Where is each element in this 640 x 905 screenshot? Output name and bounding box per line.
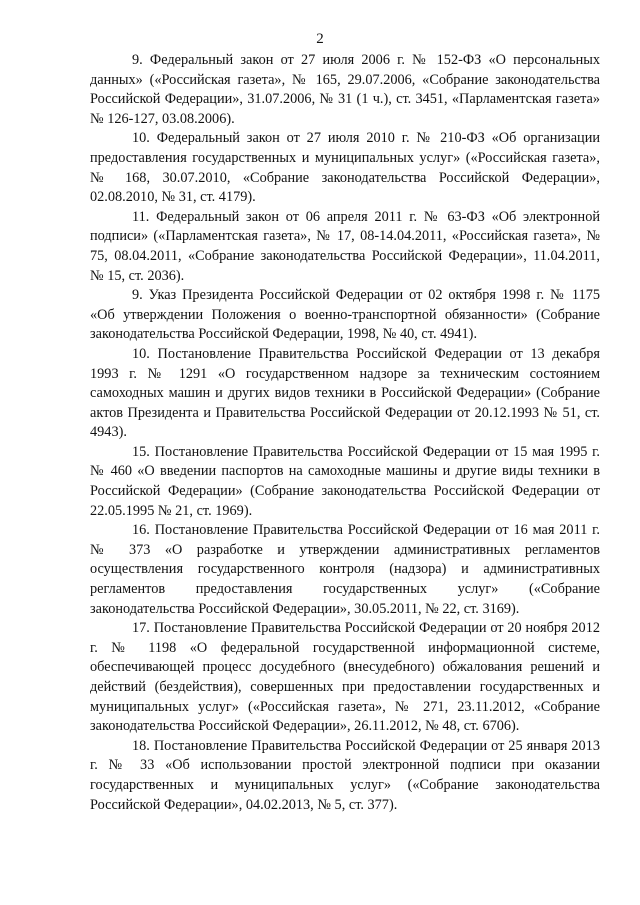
paragraph-item-9-decree-1175: 9. Указ Президента Российской Федерации от 02 октября 1998 г. № 1175 «Об утверждении Положения о военно-транспортной обязанности» (Собрание законодательства Российской Федерации, 1998, № 40, ст. 4941).: [90, 287, 600, 343]
paragraph-item-17-resolution-1198: 17. Постановление Правительства Российской Федерации от 20 ноября 2012 г. № 1198 «О федеральной государственной информационной системе, обеспечивающей процесс досудебного (внесудебного) обжалования решений и действий (бездействия), совершенных при предоставлении государственных и муниципальных услуг» («Российская газета», № 271, 23.11.2012, «Собрание законодательства Российской Федерации», 26.11.2012, № 48, ст. 6706).: [90, 620, 600, 735]
page-number: 2: [316, 31, 324, 47]
paragraph-item-15-resolution-460: 15. Постановление Правительства Российской Федерации от 15 мая 1995 г. № 460 «О введении паспортов на самоходные машины и другие виды техники в Российской Федерации» (Собрание законодательства Российской Федерации от 22.05.1995 № 21, ст. 1969).: [90, 443, 600, 519]
paragraph-item-16-resolution-373: 16. Постановление Правительства Российской Федерации от 16 мая 2011 г. № 373 «О разработке и утверждении административных регламентов осуществления государственного контроля (надзора) и административных регламентов предоставления государственных услуг» («Собрание законодательства Российской Федерации», 30.05.2011, № 22, ст. 3169).: [90, 522, 600, 617]
paragraph-item-11-63fz: 11. Федеральный закон от 06 апреля 2011 г. № 63-ФЗ «Об электронной подписи» («Парламентская газета», № 17, 08-14.04.2011, «Российская газета», № 75, 08.04.2011, «Собрание законодательства Российской Федерации», 11.04.2011, № 15, ст. 2036).: [90, 208, 600, 284]
paragraph-item-18-resolution-33: 18. Постановление Правительства Российской Федерации от 25 января 2013 г. № 33 «Об использовании простой электронной подписи при оказании государственных и муниципальных услуг» («Собрание законодательства Российской Федерации», 04.02.2013, № 5, ст. 377).: [90, 737, 600, 813]
document-body: [90, 51, 600, 815]
paragraph-item-10-resolution-1291: 10. Постановление Правительства Российской Федерации от 13 декабря 1993 г. № 1291 «О государственном надзоре за техническим состоянием самоходных машин и других видов техники в Российской Федерации» (Собрание актов Президента и Правительства Российской Федерации от 20.12.1993 № 51, ст. 4943).: [90, 345, 600, 441]
paragraph-item-9-152fz: 9. Федеральный закон от 27 июля 2006 г. № 152-ФЗ «О персональных данных» («Российская газета», № 165, 29.07.2006, «Собрание законодательства Российской Федерации», 31.07.2006, № 31 (1 ч.), ст. 3451, «Парламентская газета» № 126-127, 03.08.2006).: [90, 52, 600, 127]
paragraph-item-10-210fz: 10. Федеральный закон от 27 июля 2010 г. № 210-ФЗ «Об организации предоставления государственных и муниципальных услуг» («Российская газета», № 168, 30.07.2010, «Собрание законодательства Российской Федерации», 02.08.2010, № 31, ст. 4179).: [90, 130, 600, 206]
